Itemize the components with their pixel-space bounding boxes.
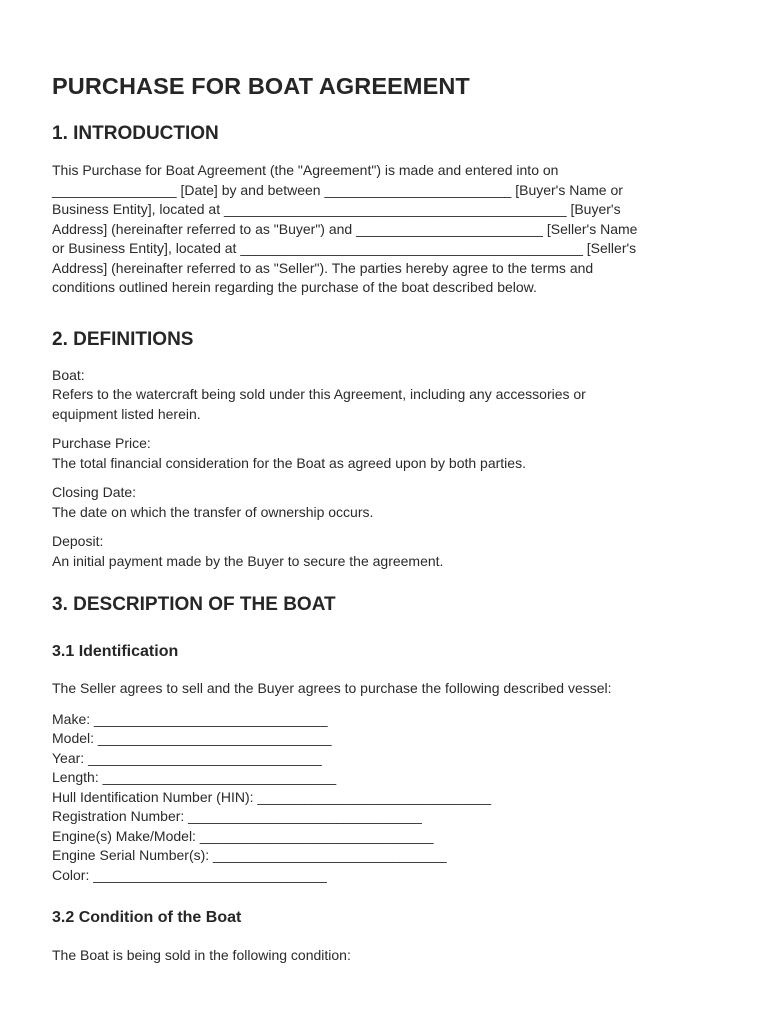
field-engine-make-model: Engine(s) Make/Model: ______________________________ xyxy=(52,827,434,844)
introduction-line: Address] (hereinafter referred to as "Buyer") and ________________________ [Seller's Name xyxy=(52,220,638,237)
section-heading-definitions: 2. DEFINITIONS xyxy=(52,328,194,350)
definition-item-purchase-price xyxy=(52,434,720,473)
definition-text: The total financial consideration for the Boat as agreed upon by both parties. xyxy=(52,454,526,471)
document-title: PURCHASE FOR BOAT AGREEMENT xyxy=(52,73,470,99)
definition-term: Boat: xyxy=(52,366,85,383)
definition-text: Refers to the watercraft being sold under this Agreement, including any accessories or xyxy=(52,386,586,402)
definition-item-boat xyxy=(52,366,720,425)
identification-intro: The Seller agrees to sell and the Buyer agrees to purchase the following described vessel: xyxy=(52,680,612,696)
condition-intro: The Boat is being sold in the following condition: xyxy=(52,947,351,963)
section-heading-description: 3. DESCRIPTION OF THE BOAT xyxy=(52,594,336,615)
introduction-line: This Purchase for Boat Agreement (the "Agreement") is made and entered into on xyxy=(52,162,559,178)
definition-text: The date on which the transfer of ownership occurs. xyxy=(52,503,374,520)
field-length: Length: ______________________________ xyxy=(52,769,337,785)
definition-term: Deposit: xyxy=(52,533,104,549)
field-model: Model: ______________________________ xyxy=(52,730,332,746)
field-engine-serial: Engine Serial Number(s): ______________________________ xyxy=(52,847,447,863)
definition-item-deposit xyxy=(52,532,720,571)
definition-item-closing-date xyxy=(52,483,720,522)
field-registration-number: Registration Number: ______________________________ xyxy=(52,808,422,824)
field-year: Year: ______________________________ xyxy=(52,749,322,766)
field-color: Color: ______________________________ xyxy=(52,866,327,883)
definition-term: Purchase Price: xyxy=(52,435,151,451)
field-make: Make: ______________________________ xyxy=(52,710,328,727)
introduction-line: ________________ [Date] by and between ________________________ [Buyer's Name or xyxy=(52,181,623,198)
definition-term: Closing Date: xyxy=(52,484,137,500)
definition-text: equipment listed herein. xyxy=(52,405,201,422)
introduction-line: Business Entity], located at ____________________________________________ [Buyer's xyxy=(52,201,621,217)
introduction-paragraph xyxy=(52,161,712,298)
introduction-line: or Business Entity], located at ____________________________________________ [Seller's xyxy=(52,240,637,256)
definition-text: An initial payment made by the Buyer to secure the agreement. xyxy=(52,552,444,569)
field-hin: Hull Identification Number (HIN): ______________________________ xyxy=(52,788,491,805)
introduction-line: conditions outlined herein regarding the purchase of the boat described below. xyxy=(52,279,537,295)
subsection-heading-condition: 3.2 Condition of the Boat xyxy=(52,909,242,926)
identification-fields xyxy=(52,710,720,886)
introduction-line: Address] (hereinafter referred to as "Seller"). The parties hereby agree to the terms and xyxy=(52,259,594,276)
definitions-list xyxy=(52,366,720,572)
subsection-heading-identification: 3.1 Identification xyxy=(52,643,179,660)
section-heading-introduction: 1. INTRODUCTION xyxy=(52,123,219,144)
